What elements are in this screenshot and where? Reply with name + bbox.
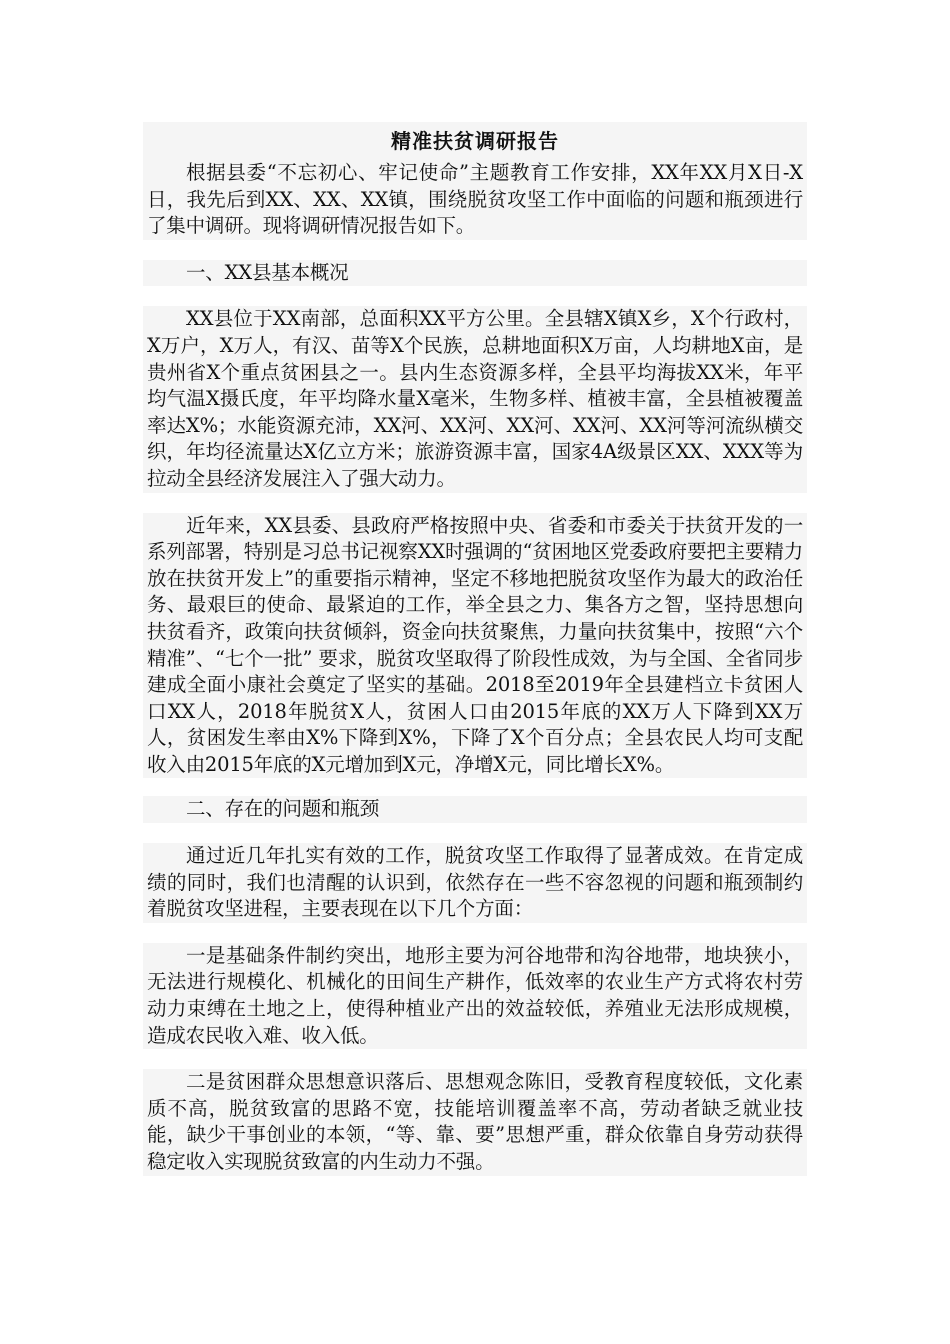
paragraph-county-overview: XX县位于XX南部，总面积XX平方公里。全县辖X镇X乡，X个行政村，X万户，X万人，有汉、苗等X个民族，总耕地面积X万亩，人均耕地X亩，是贵州省X个重点贫困县之一。县内生态资源多样，全县平均海拔XX米，年平均气温X摄氏度，年平均降水量X毫米，生物多样、植被丰富，全县植被覆盖率达X%；水能资源充沛，XX河、XX河、XX河、XX河、XX河等河流纵横交织，年均径流量达X亿立方米；旅游资源丰富，国家4A级景区XX、XXX等为拉动全县经济发展注入了强大动力。: [147, 307, 803, 490]
paragraph-gap: [142, 240, 808, 260]
section-heading-overview: 一、XX县基本概况: [186, 260, 349, 284]
paragraph-gap: [142, 286, 808, 306]
paragraph-recent-years: 近年来，XX县委、县政府严格按照中央、省委和市委关于扶贫开发的一系列部署，特别是习总书记视察XX时强调的“贫困地区党委政府要把主要精力放在扶贫开发上”的重要指示精神，坚定不移地把脱贫攻坚作为最大的政治任务、最艰巨的使命、最紧迫的工作，举全县之力、集各方之智，坚持思想向扶贫看齐，政策向扶贫倾斜，资金向扶贫聚焦，力量向扶贫集中，按照“六个精准”、“七个一批” 要求，脱贫攻坚取得了阶段性成效，为与全国、全省同步建成全面小康社会奠定了坚实的基础。2018至2019年全县建档立卡贫困人口XX人，2018年脱贫X人，贫困人口由2015年底的XX万人下降到XX万人，贫困发生率由X%下降到X%，下降了X个百分点；全县农民人均可支配收入由2015年底的X元增加到X元，净增X元，同比增长X%。: [147, 513, 803, 776]
paragraph-gap: [142, 1049, 808, 1069]
section-heading-problems: 二、存在的问题和瓶颈: [186, 797, 380, 821]
paragraph-gap: [142, 923, 808, 943]
paragraph-problem-two: 二是贫困群众思想意识落后、思想观念陈旧，受教育程度较低，文化素质不高，脱贫致富的思路不宽，技能培训覆盖率不高，劳动者缺乏就业技能，缺少干事创业的本领，“等、靠、要”思想严重，群众依靠自身劳动获得稳定收入实现脱贫致富的内生动力不强。: [147, 1070, 803, 1173]
paragraph-problems-intro: 通过近几年扎实有效的工作，脱贫攻坚工作取得了显著成效。在肯定成绩的同时，我们也清醒的认识到，依然存在一些不容忽视的问题和瓶颈制约着脱贫攻坚进程，主要表现在以下几个方面：: [147, 844, 803, 921]
document-title: 精准扶贫调研报告: [391, 129, 559, 153]
paragraph-gap: [142, 493, 808, 513]
paragraph-problem-one: 一是基础条件制约突出，地形主要为河谷地带和沟谷地带，地块狭小，无法进行规模化、机械化的田间生产耕作，低效率的农业生产方式将农村劳动力束缚在土地之上，使得种植业产出的效益较低，养殖业无法形成规模，造成农民收入难、收入低。: [147, 943, 803, 1047]
paragraph-gap: [142, 778, 808, 796]
document-page: [143, 122, 807, 1176]
paragraph-intro: 根据县委“不忘初心、牢记使命”主题教育工作安排，XX年XX月X日-X日，我先后到XX、XX、XX镇，围绕脱贫攻坚工作中面临的问题和瓶颈进行了集中调研。现将调研情况报告如下。: [147, 161, 803, 238]
paragraph-gap: [142, 823, 808, 843]
